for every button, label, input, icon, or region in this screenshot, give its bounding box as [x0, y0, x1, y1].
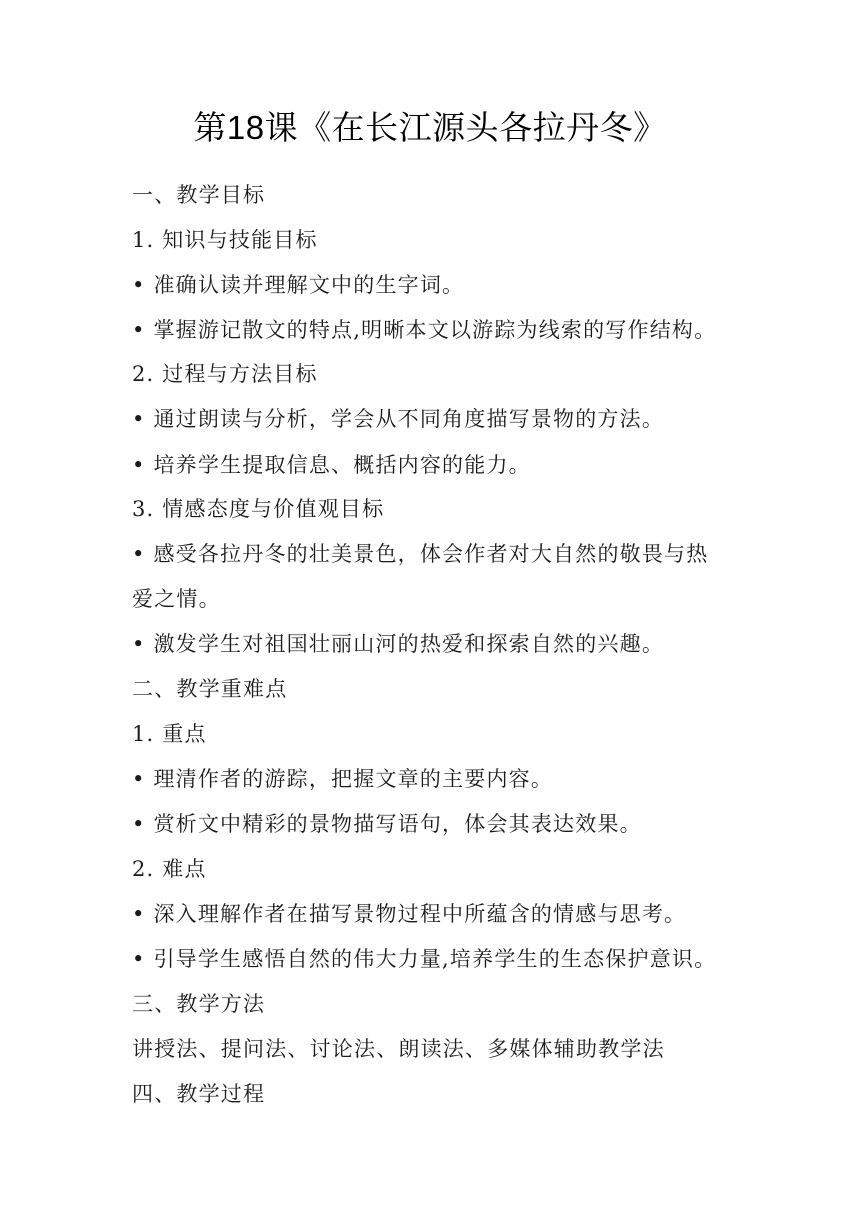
list-item: • 准确认读并理解文中的生字词。 [132, 273, 465, 297]
list-item: • 培养学生提取信息、概括内容的能力。 [132, 453, 531, 477]
list-item: • 通过朗读与分析，学会从不同角度描写景物的方法。 [132, 407, 665, 431]
list-item: • 赏析文中精彩的景物描写语句，体会其表达效果。 [132, 812, 642, 836]
section-heading-methods: 三、教学方法 [132, 992, 266, 1016]
section-heading-process: 四、教学过程 [132, 1082, 266, 1106]
methods-text: 讲授法、提问法、讨论法、朗读法、多媒体辅助教学法 [132, 1037, 665, 1061]
list-item-continuation: 爱之情。 [132, 587, 221, 611]
list-item: • 激发学生对祖国壮丽山河的热爱和探索自然的兴趣。 [132, 632, 665, 656]
section-heading-key-points: 二、教学重难点 [132, 677, 288, 701]
list-item: • 理清作者的游踪，把握文章的主要内容。 [132, 767, 554, 791]
list-item: • 引导学生感悟自然的伟大力量,培养学生的生态保护意识。 [132, 947, 717, 971]
subheading-difficulties: 2. 难点 [132, 857, 207, 881]
document-title: 第18课《在长江源头各拉丹冬》 [193, 109, 667, 146]
list-item: • 深入理解作者在描写景物过程中所蕴含的情感与思考。 [132, 902, 687, 926]
list-item: • 掌握游记散文的特点,明晰本文以游踪为线索的写作结构。 [132, 318, 717, 342]
subheading-key-points: 1. 重点 [132, 722, 207, 746]
subheading-knowledge-skills: 1. 知识与技能目标 [132, 228, 318, 252]
subheading-emotion-values: 3. 情感态度与价值观目标 [132, 497, 385, 521]
list-item: • 感受各拉丹冬的壮美景色，体会作者对大自然的敬畏与热 [132, 542, 709, 566]
section-heading-objectives: 一、教学目标 [132, 183, 266, 207]
subheading-process-method: 2. 过程与方法目标 [132, 362, 318, 386]
